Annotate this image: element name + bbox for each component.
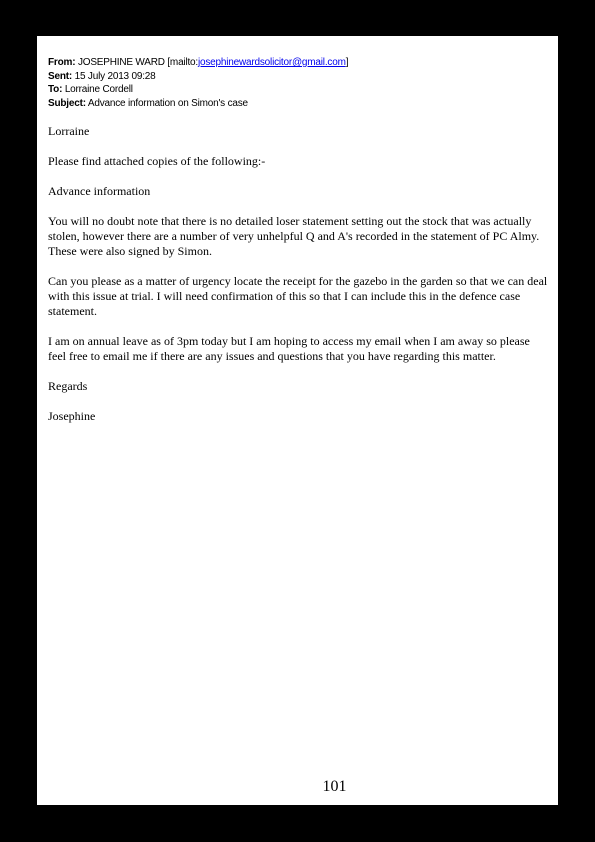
sent-label: Sent: (48, 70, 73, 82)
subject-row (48, 97, 548, 111)
email-header (48, 56, 548, 110)
from-email-link[interactable]: josephinewardsolicitor@gmail.com (198, 57, 346, 68)
email-body (48, 124, 548, 439)
closing: Regards (48, 379, 88, 393)
to-label: To: (48, 84, 63, 95)
subject-label: Subject: (48, 97, 86, 109)
to-value: Lorraine Cordell (64, 84, 133, 95)
paragraph-advance-information: Advance information (48, 184, 151, 198)
salutation: Lorraine (48, 124, 90, 138)
paragraph-annual-leave: I am on annual leave as of 3pm today but I am hoping to access my email when I am away so please feel free to email me if there are any issues and questions that you have regarding this matter. (48, 334, 530, 363)
from-label: From: (48, 57, 76, 68)
subject-value: Advance information on Simon's case (87, 97, 248, 109)
to-row (48, 83, 548, 97)
page-number: 101 (322, 778, 347, 795)
paragraph-statement: You will no doubt note that there is no detailed loser statement setting out the stock that was actually stolen, however there are a number of very unhelpful Q and A's recorded in the statement of PC Almy. These were also signed by Simon. (48, 214, 540, 258)
document-page (37, 36, 558, 805)
sent-value: 15 July 2013 09:28 (74, 70, 156, 82)
from-close: ] (345, 57, 349, 68)
paragraph-attachments: Please find attached copies of the following:- (48, 154, 266, 168)
signature: Josephine (48, 409, 96, 423)
paragraph-receipt: Can you please as a matter of urgency locate the receipt for the gazebo in the garden so that we can deal with this issue at trial. I will need confirmation of this so that I can include this in the defence case statement. (48, 274, 548, 318)
from-name: JOSEPHINE WARD [mailto: (77, 57, 198, 68)
from-row (48, 56, 548, 70)
sent-row (48, 70, 548, 84)
